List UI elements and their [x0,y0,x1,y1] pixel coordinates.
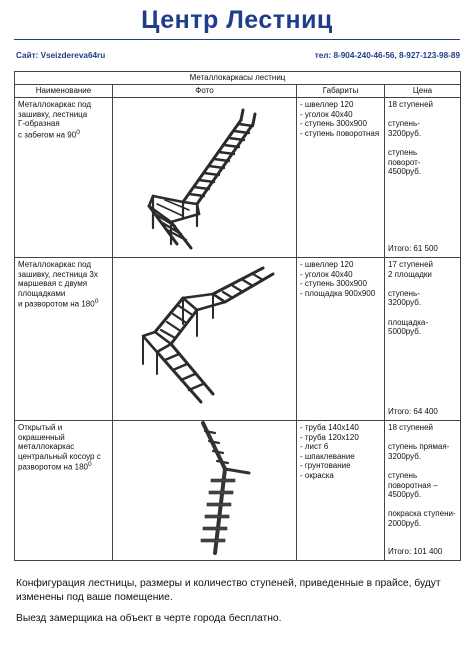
price-cell [385,98,461,258]
price-total: Итого: 61 500 [388,244,438,254]
dimension-item: - ступень поворотная [300,128,380,138]
footer-note-measurer: Выезд замерщика на объект в черте города бесплатно. [16,613,282,624]
product-name-cell [15,421,113,561]
dimension-item: - ступень 300х900 [300,279,367,289]
title-underline [14,39,460,40]
contact-row [16,51,460,65]
dimensions-cell [297,98,385,258]
price-cell [385,421,461,561]
price-details: 17 ступеней 2 площадки ступень- 3200руб. площадка- 5000руб. [388,260,433,337]
dimension-item: - ступень 300х900 [300,119,367,129]
dimension-item: - швеллер 120 [300,100,354,109]
product-name: Открытый и окрашенный металлокаркас центральный косоур с разворотом на 180 [18,423,101,473]
dimension-item: - окраска [300,470,334,480]
footer-note-configuration: Конфигурация лестницы, размеры и количество ступеней, приведенные в прайсе, будут изменены под ваше помещение. [16,578,441,603]
product-name-cell [15,258,113,421]
page-title: Центр Лестниц [141,6,333,34]
product-photo-cell [113,98,297,258]
product-name-cell [15,98,113,258]
dimensions-cell [297,421,385,561]
dimension-item: - грунтование [300,461,351,471]
dimension-item: - труба 140х140 [300,423,359,432]
dimension-item: - площадка 900х900 [300,288,376,298]
price-total: Итого: 64 400 [388,407,438,417]
dimension-item: - уголок 40х40 [300,109,353,119]
table-caption: Металлокаркасы лестниц [15,72,461,85]
site-label: Сайт: Vseizdereva64ru [16,51,106,60]
product-name: Металлокаркас под зашивку, лестница 3х маршевая с двумя площадками и разворотом на 180 [18,260,98,310]
column-header-photo: Фото [113,85,297,98]
degree-sup: 0 [94,298,99,306]
dimension-item: - труба 120х120 [300,432,359,442]
dimension-item: - лист 6 [300,442,329,452]
phone-numbers: тел: 8-904-240-46-56, 8-927-123-98-89 [314,51,460,60]
price-cell [385,258,461,421]
dimension-item: - шпаклевание [300,451,355,461]
price-total: Итого: 101 400 [388,547,443,557]
product-photo-cell [113,421,297,561]
column-header-name: Наименование [15,85,113,98]
table-row [15,258,461,421]
u-shaped-stair-frame-icon [113,258,297,416]
central-stringer-stair-icon [113,421,297,556]
product-photo-cell [113,258,297,421]
dimension-item: - швеллер 120 [300,260,354,269]
degree-sup: 0 [76,128,80,136]
column-header-price: Цена [385,85,461,98]
table-row [15,421,461,561]
table-row [15,98,461,258]
product-name: Металлокаркас под зашивку, лестница Г-образная с забегом на 90 [18,100,92,140]
price-details: 18 ступеней ступень- 3200руб. ступень поворот- 4500руб. [388,100,433,177]
column-header-dimensions: Габариты [297,85,385,98]
price-table [14,71,461,561]
dimension-item: - уголок 40х40 [300,269,353,279]
degree-sup: 0 [88,461,92,469]
l-shaped-stair-frame-icon [113,98,297,253]
dimensions-cell [297,258,385,421]
price-details: 18 ступеней ступень прямая- 3200руб. ступень поворотная – 4500руб. покраска ступени- 2000руб. [388,423,456,528]
